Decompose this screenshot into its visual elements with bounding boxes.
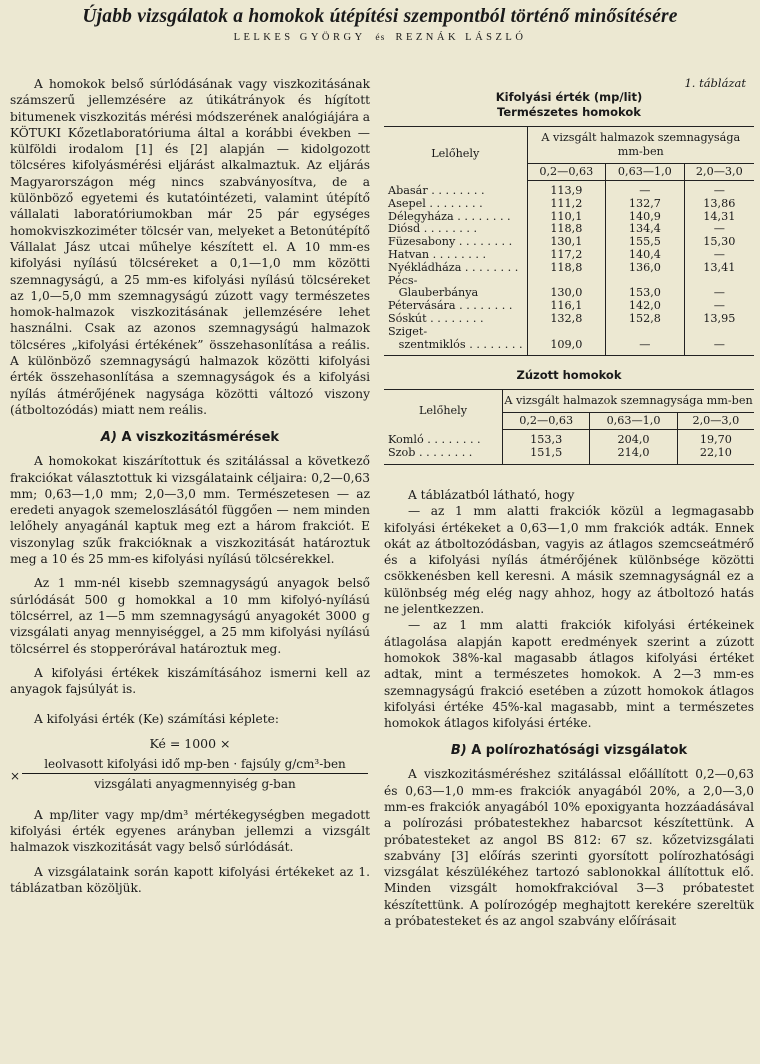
formula-intro: A kifolyási érték (Ke) számítási képlete: (34, 712, 279, 727)
cell-value: 151,5 (503, 447, 590, 464)
section-a-title: A viszkozitásmérések (121, 430, 280, 446)
intro-paragraph: A homokok belső súrlódásának vagy viszkozitásának számszerű jellemzésére az útikátrányok és hígított bitumenek viszkozitás mérési módszerének analógiájára a KÖTUKI Kőzetlaboratóriuma által a korábbi években — külföldi irodalom [1] és [2] alapján — kidolgozott tölcséres kifolyásmérési eljárást alkalmaztuk. Az eljárás Magyarországon még nincs szabványosítva, de a különböző egyetemi és kutatóintézeti, valamint útépítő vállalati laboratóriumokban már 25 pár egységes homokviszkoziméter tölcsér van, melyeket a Betonútépítő Vállalat Jász utcai műhelye készített el. A 10 mm-es kifolyási nyílású tölcséreket a 0,1—1,0 mm közötti szemnagyságú, a 25 mm-es kifolyási nyílású tölcséreket az 1,0—5,0 mm szemnagyságú zúzott vagy természetes homok-halmazok viszkozitásának jellemzésére lehet használni. Csak az azonos szemnagyságú halmazok tölcséres „kifolyási értékének” összehasonlítása a reális. A különböző szemnagyságú halmazok közötti kifolyási érték összehasonlítása a szemnagyságok és a kifolyási nyílás átmérőjének nagysága közötti változó viszony (átboltozódás) miatt nem reális. (10, 77, 370, 417)
cell-value: — (713, 286, 725, 300)
cell-value: — (684, 339, 754, 356)
cell-value: 142,0 (606, 300, 685, 313)
col-header-place: Lelőhely (384, 127, 527, 181)
cell-value: 152,8 (606, 313, 685, 326)
cell-value (527, 326, 606, 339)
section-a-letter: A) (100, 430, 117, 446)
col-header: 2,0—3,0 (684, 164, 754, 181)
cell-value: 113,9 (527, 181, 606, 198)
article-title: Újabb vizsgálatok a homokok útépítési szempontból történő minősítésére (82, 6, 678, 27)
paragraph: — az 1 mm alatti frakciók közül a legmagasabb kifolyási értékeket a 0,63—1,0 mm frakciók adták. Ennek okát az átboltozódásban, vagyis az átlagos szemcseátmérő és a kifolyási nyílás átmérőjének különbsége közötti csökkenésben kell keresni. A másik szemnagyságnál ez a különbség még elég nagy ahhoz, hogy az átboltozó hatás ne jelentkezzen. (384, 504, 754, 617)
col-header: 0,63—1,0 (590, 413, 677, 430)
cell-value: — (606, 181, 685, 198)
cell-value: — (713, 299, 725, 313)
table-row (384, 198, 754, 211)
table-row (384, 326, 754, 339)
row-place: Pécs- (384, 275, 527, 288)
cell-value: 214,0 (590, 447, 677, 464)
cell-value (684, 326, 754, 339)
paragraph: A kifolyási értékek kiszámításához ismerni kell az anyagok fajsúlyát is. (10, 665, 370, 697)
row-place: Diósd . . . (384, 223, 527, 236)
cell-value: — (606, 339, 685, 356)
cell-value: — (713, 184, 725, 197)
table-crushed-sands (384, 389, 754, 465)
cell-value: 132,8 (527, 313, 606, 326)
cell-value: 14,31 (703, 209, 736, 223)
cell-value: 155,5 (606, 236, 685, 249)
table-natural-sands (384, 126, 754, 356)
col-header-place: Lelőhely (384, 390, 503, 430)
table-caption: Kifolyási érték (mp/lit) (495, 90, 643, 104)
row-place: Sóskút . . . (384, 313, 527, 326)
row-place: Szob . . . (384, 447, 503, 464)
cell-value: 136,0 (606, 262, 685, 275)
cell-value: 15,30 (703, 235, 736, 249)
table-caption: Zúzott homokok (516, 368, 622, 383)
paragraph: A táblázatból látható, hogy (408, 487, 575, 502)
author-2: REZNÁK LÁSZLÓ (395, 32, 527, 43)
formula-head: Ké = 1000 × (149, 735, 231, 751)
paragraph: Az 1 mm-nél kisebb szemnagyságú anyagok belső súrlódását 500 g homokkal a 10 mm kifolyó-nyílású tölcsérrel, az 1—5 mm szemnagyságú anyagokét 3000 g vizsgálati anyag mennyiséggel, a 25 mm kifolyási nyílású tölcsérrel és stopperórával határoztuk meg. (10, 576, 370, 656)
paragraph: A homokokat kiszárítottuk és szitálással a következő frakciókat választottuk ki vizsgálataink céljaira: 0,2—0,63 mm; 0,63—1,0 mm; 2,0—3,0 mm. Természetesen — az eredeti anyagok szemeloszlásától függően — nem minden lelőhely anyagánál kaptuk meg ezt a három frakciót. E viszonylag szűk frakcióknak a viszkozitását határoztuk meg a 10 és 25 mm-es kifolyási nyílású tölcsérekkel. (10, 454, 370, 567)
table-subcaption: Természetes homokok (497, 105, 641, 119)
table-row (384, 313, 754, 326)
cell-value: 19,70 (699, 433, 732, 447)
table-row (384, 430, 754, 447)
cell-value: 153,3 (503, 430, 590, 447)
cell-value: 111,2 (527, 198, 606, 211)
cell-value: 13,41 (703, 260, 736, 274)
paragraph: A viszkozitásméréshez szitálással előállított 0,2—0,63 és 0,63—1,0 mm-es frakciók anyagából 20%, a 2,0—3,0 mm-es frakciók anyagából 10% epoxigyanta hozzáadásával a polírozási próbatestekhez habarcsot készítettünk. A próbatesteket az angol BS 812: 67 sz. kőzetvizsgálati szabvány [3] előírás szerinti gyorsított polírozhatósági vizsgálat készülékéhez tartozó sablonokkal állítottuk elő. Minden vizsgált homokfrakcióval 3—3 próbatestet készítettünk. A polírozógép meghajtott kerekére szereltük a próbatesteket és az angol szabvány előírásait (384, 767, 754, 929)
table-row (384, 262, 754, 275)
row-place: Pétervására . . . (384, 300, 527, 313)
row-place: Délegyháza . . . (384, 211, 527, 224)
formula-numerator: leolvasott kifolyási idő mp-ben · fajsúly g/cm³-ben (22, 757, 368, 774)
cell-value: 118,8 (527, 223, 606, 236)
cell-value: 153,0 (606, 287, 685, 300)
col-header: 0,2—0,63 (503, 413, 590, 430)
author-conjunction: és (375, 33, 386, 43)
cell-value: 118,8 (527, 262, 606, 275)
section-b-letter: B) (450, 743, 467, 759)
cell-value: 13,86 (703, 196, 736, 210)
formula-fraction (10, 757, 370, 797)
col-header-span: A vizsgált halmazok szemnagysága mm-ben (527, 127, 754, 164)
cell-value: 204,0 (590, 430, 677, 447)
row-place: Füzesabony . . . (384, 236, 527, 249)
authors-line (0, 32, 760, 43)
cell-value: 134,4 (606, 223, 685, 236)
row-place: Hatvan . . . (384, 249, 527, 262)
row-place: Abasár . . . (384, 181, 527, 198)
table-number: 1. táblázat (684, 76, 746, 90)
paragraph: — az 1 mm alatti frakciók kifolyási értékeinek átlagolása alapján kapott eredmények szerint a zúzott homokok 38%-kal magasabb átlagos kifolyási értéket adtak, mint a természetes homokok. A 2—3 mm-es szemnagyságú frakció esetében a zúzott homokok átlagos kifolyási értéke 45%-kal magasabb, mint a természetes homokok átlagos kifolyási értéke. (384, 618, 754, 731)
cell-value: 117,2 (527, 249, 606, 262)
cell-value: 130,0 (527, 287, 606, 300)
row-place: Asepel . . . (384, 198, 527, 211)
cell-value: 132,7 (606, 198, 685, 211)
cell-value: 140,9 (606, 211, 685, 224)
right-column (384, 76, 754, 929)
row-place: Nyékládháza . . . (384, 262, 527, 275)
formula-times: × (10, 768, 21, 783)
cell-value: 140,4 (606, 249, 685, 262)
row-place: szentmiklós . . . (384, 339, 527, 356)
table-row (384, 339, 754, 356)
paragraph: A mp/liter vagy mp/dm³ mértékegységben megadott kifolyási érték egyenes arányban jellemzi a vizsgált halmazok viszkozitását vagy belső súrlódását. (10, 807, 370, 855)
section-a-heading (10, 430, 370, 445)
col-header: 2,0—3,0 (677, 413, 754, 430)
cell-value: 130,1 (527, 236, 606, 249)
col-header-span: A vizsgált halmazok szemnagysága mm-ben (503, 390, 755, 413)
table-row (384, 249, 754, 262)
cell-value (606, 326, 685, 339)
section-b-title: A polírozhatósági vizsgálatok (471, 743, 688, 759)
col-header: 0,63—1,0 (606, 164, 685, 181)
cell-value: 22,10 (677, 447, 754, 464)
formula-denominator: vizsgálati anyagmennyiség g-ban (94, 776, 296, 791)
left-column (10, 76, 370, 896)
cell-value: 13,95 (703, 311, 736, 325)
table-row (384, 181, 754, 198)
col-header: 0,2—0,63 (527, 164, 606, 181)
cell-value: — (713, 247, 725, 261)
section-b-heading (384, 743, 754, 758)
row-place: Glauberbánya (384, 287, 527, 300)
paragraph: A vizsgálataink során kapott kifolyási értékeket az 1. táblázatban közöljük. (10, 864, 370, 895)
row-place: Sziget- (384, 326, 527, 339)
author-1: LELKES GYÖRGY (233, 32, 366, 43)
cell-value: 116,1 (527, 300, 606, 313)
row-place: Komló . . . (384, 430, 503, 447)
cell-value: 109,0 (527, 339, 606, 356)
cell-value: — (713, 222, 725, 236)
cell-value: 110,1 (527, 211, 606, 224)
table-row (384, 447, 754, 464)
